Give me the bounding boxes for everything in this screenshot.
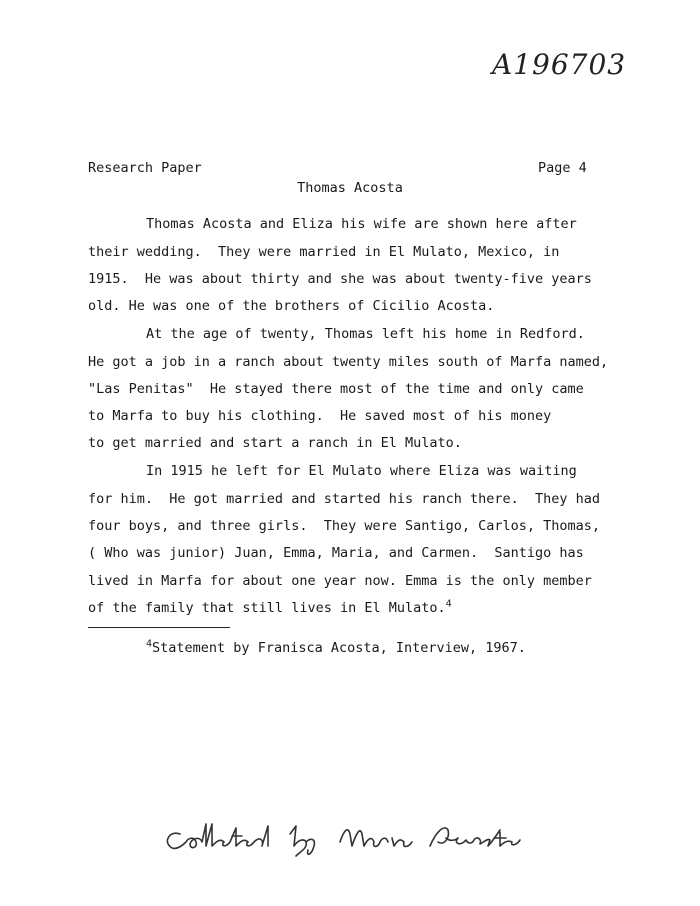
body-line-text: of the family that still lives in El Mulato. — [88, 600, 446, 616]
body-line: their wedding. They were married in El Mulato, Mexico, in — [88, 244, 560, 260]
page-title: Thomas Acosta — [297, 180, 403, 196]
header-page-number: Page 4 — [538, 160, 587, 176]
body-line: ( Who was junior) Juan, Emma, Maria, and Carmen. Santigo has — [88, 545, 584, 561]
body-line: 1915. He was about thirty and she was about twenty-five years — [88, 271, 592, 287]
header-research-paper: Research Paper — [88, 160, 202, 176]
body-line: In 1915 he left for El Mulato where Eliza was waiting — [146, 463, 577, 479]
body-line: He got a job in a ranch about twenty miles south of Marfa named, — [88, 354, 609, 370]
footnote-text: Statement by Franisca Acosta, Interview, 1967. — [152, 640, 526, 656]
body-line: to get married and start a ranch in El Mulato. — [88, 435, 462, 451]
footnote-reference: 4 — [445, 598, 452, 610]
body-line: At the age of twenty, Thomas left his home in Redford. — [146, 326, 585, 342]
body-line-last — [88, 600, 452, 616]
body-line: old. He was one of the brothers of Cicilio Acosta. — [88, 298, 495, 314]
body-line: lived in Marfa for about one year now. Emma is the only member — [88, 573, 592, 589]
body-line: "Las Penitas" He stayed there most of the time and only came — [88, 381, 584, 397]
body-line: four boys, and three girls. They were Santigo, Carlos, Thomas, — [88, 518, 601, 534]
footnote-mark: 4 — [146, 638, 153, 650]
accession-number: A196703 — [492, 48, 627, 81]
footnote-divider — [88, 627, 230, 628]
body-line: to Marfa to buy his clothing. He saved most of his money — [88, 408, 552, 424]
footnote — [146, 640, 526, 656]
body-line: for him. He got married and started his ranch there. They had — [88, 491, 601, 507]
handwritten-signature — [150, 812, 570, 862]
body-line: Thomas Acosta and Eliza his wife are shown here after — [146, 216, 577, 232]
